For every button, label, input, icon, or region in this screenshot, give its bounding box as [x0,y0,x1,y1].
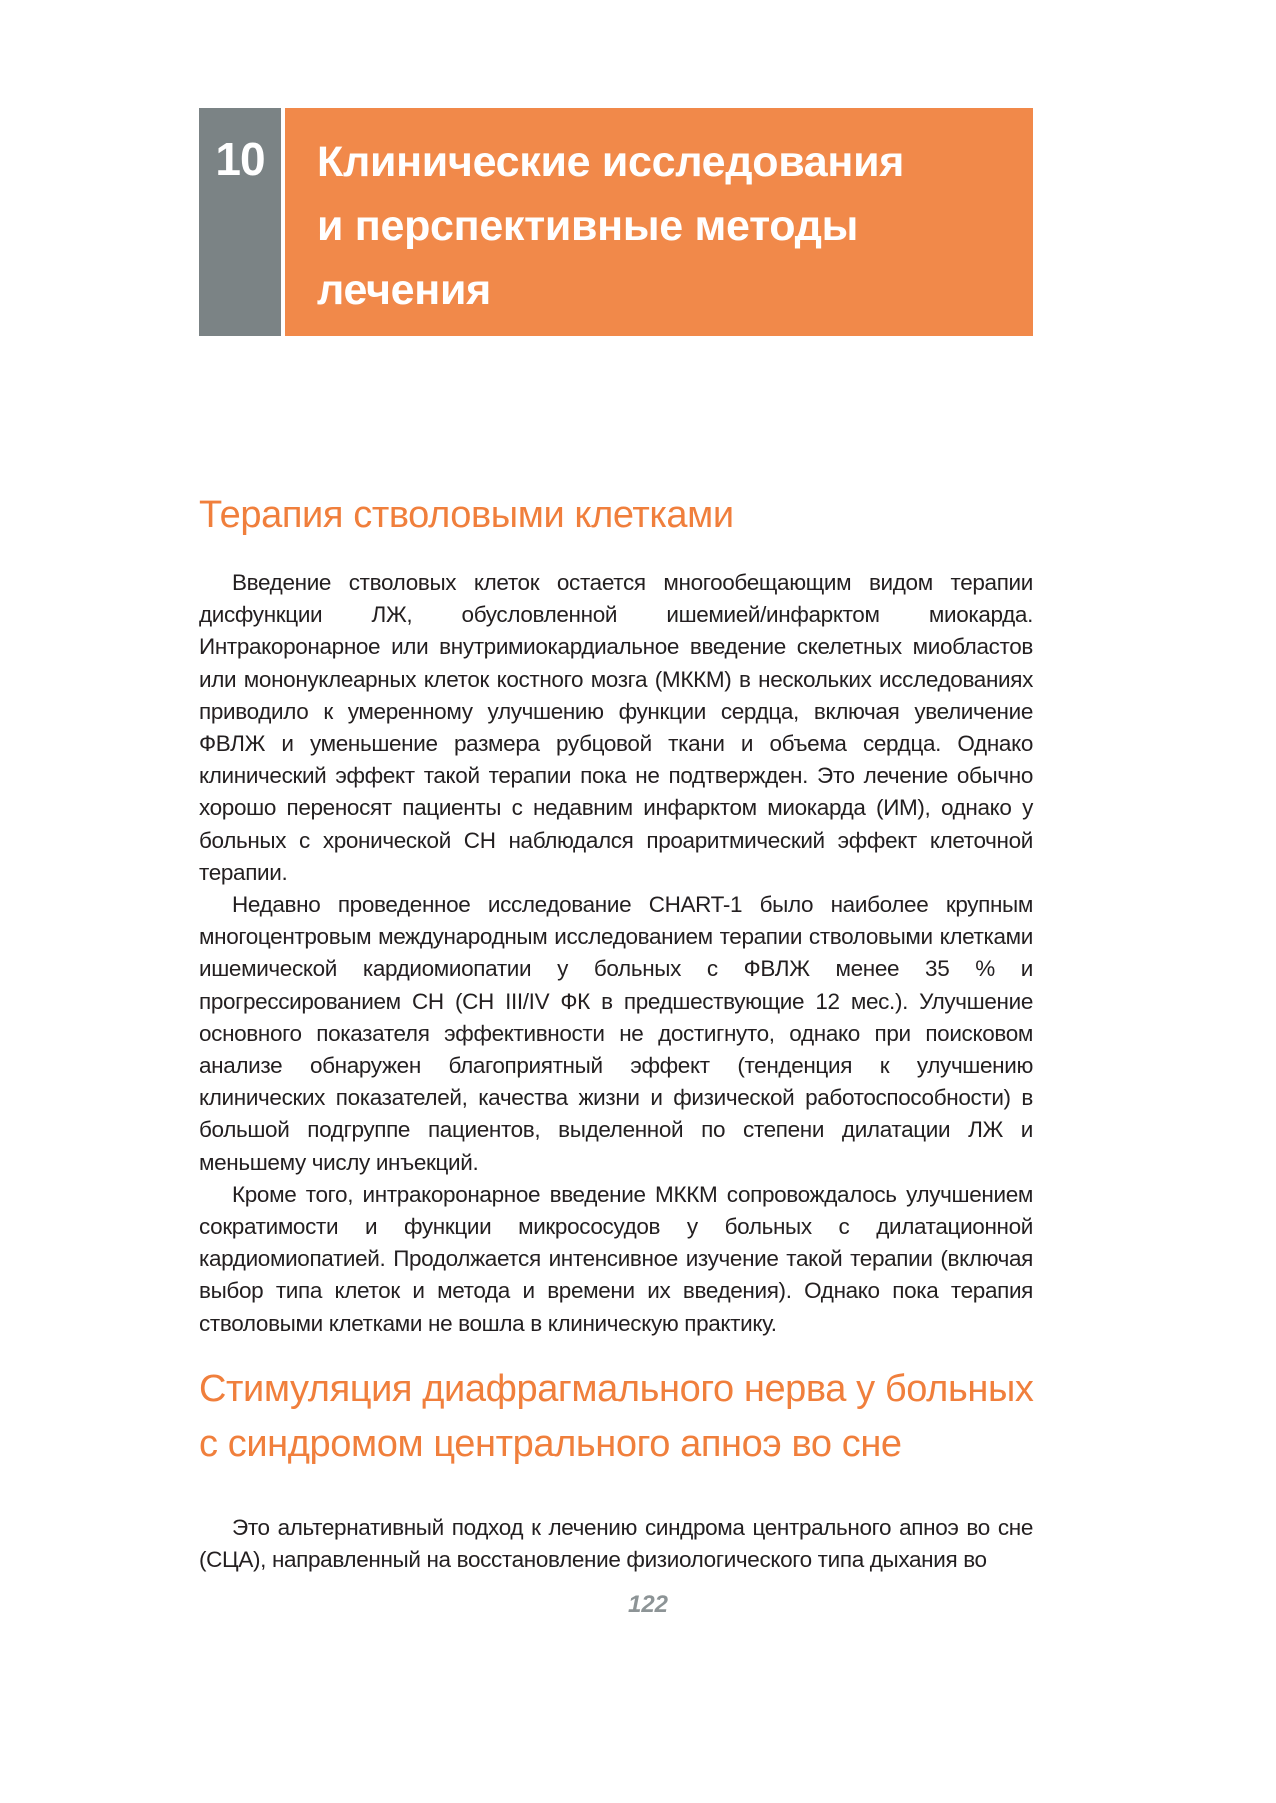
chapter-banner [199,108,1033,336]
paragraph: Недавно проведенное исследование CHART-1 было наиболее крупным многоцентровым международным исследованием терапии стволовыми клетками ишемической кардиомиопатии у больных с ФВЛЖ менее 35 % и прогрессированием СН (СН III/IV ФК в предшествующие 12 мес.). Улучшение основного показателя эффективности не достигнуто, однако при поисковом анализе обнаружен благоприятный эффект (тенденция к улучшению клинических показателей, качества жизни и физической работоспособности) в большой подгруппе пациентов, выделенной по степени дилатации ЛЖ и меньшему числу инъекций. [199,892,1033,1175]
chapter-title-line: лечения [317,266,491,314]
chapter-title-line: и перспективные методы [317,202,859,250]
paragraph: Введение стволовых клеток остается многообещающим видом терапии дисфункции ЛЖ, обусловленной ишемией/инфарктом миокарда. Интракоронарное или внутримиокардиальное введение скелетных миобластов или мононуклеарных клеток костного мозга (МККМ) в нескольких исследованиях приводило к умеренному улучшению функции сердца, включая увеличение ФВЛЖ и уменьшение размера рубцовой ткани и объема сердца. Однако клинический эффект такой терапии пока не подтвержден. Это лечение обычно хорошо переносят пациенты с недавним инфарктом миокарда (ИМ), однако у больных с хронической СН наблюдался проаритмический эффект клеточной терапии. [199,570,1033,885]
paragraph: Это альтернативный подход к лечению синдрома центрального апноэ во сне (СЦА), направленный на восстановление физиологического типа дыхания во [199,1515,1033,1573]
section-body-stem-cell-therapy [199,567,1033,1340]
section-heading-stem-cell-therapy: Терапия стволовыми клетками [199,494,734,536]
section-heading-line: Стимуляция диафрагмального нерва у больных [199,1368,1034,1410]
section-heading-phrenic-nerve-stimulation [199,1362,1039,1472]
paragraph: Кроме того, интракоронарное введение МККМ сопровождалось улучшением сократимости и функции микрососудов у больных с дилатационной кардиомиопатией. Продолжается интенсивное изучение такой терапии (включая выбор типа клеток и метода и времени их введения). Однако пока терапия стволовыми клетками не вошла в клиническую практику. [199,1181,1033,1336]
chapter-number: 10 [199,108,281,336]
section-heading-line: с синдромом центрального апноэ во сне [199,1423,902,1465]
page-number: 122 [627,1591,669,1618]
chapter-title-line: Клинические исследования [317,138,905,186]
chapter-title [285,108,1033,336]
section-body-phrenic-nerve-stimulation [199,1512,1033,1576]
